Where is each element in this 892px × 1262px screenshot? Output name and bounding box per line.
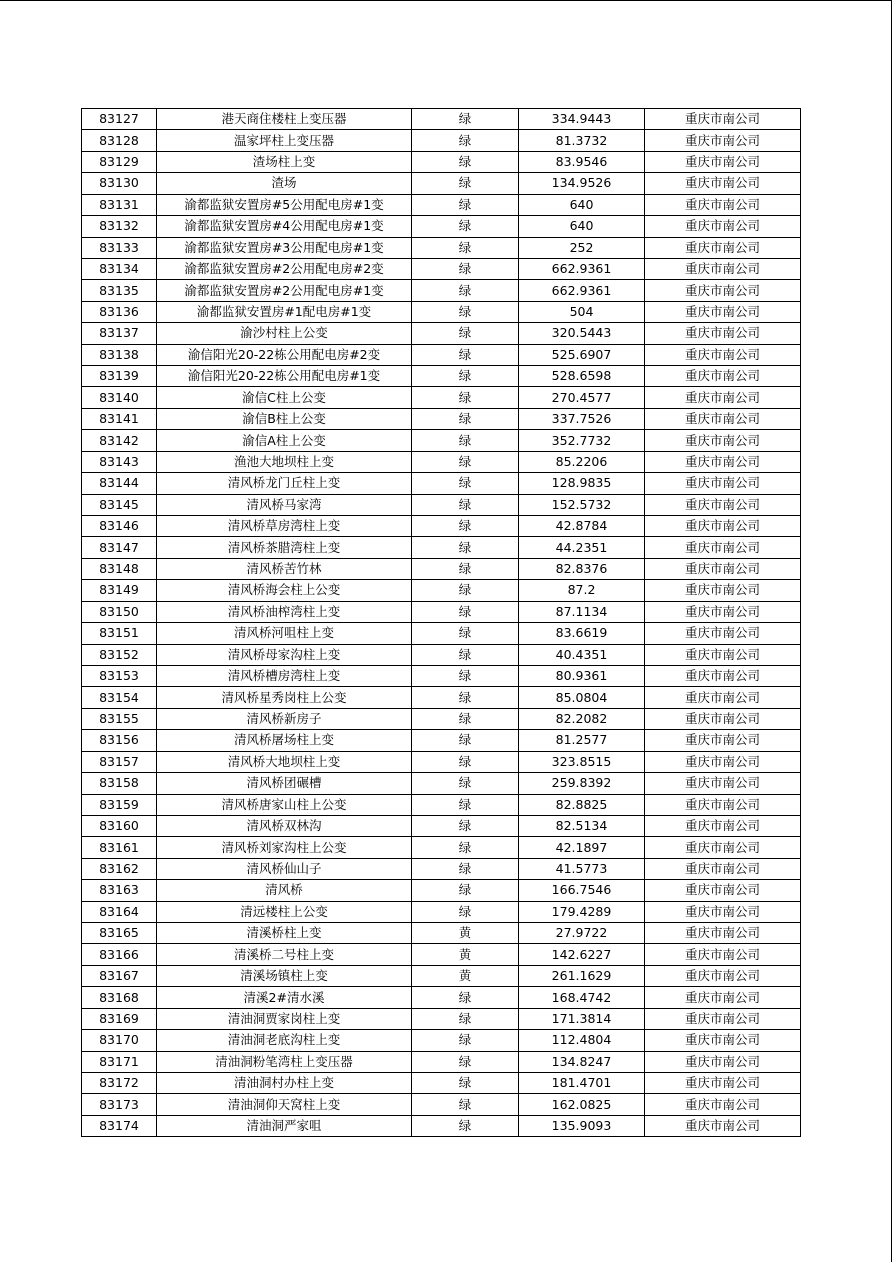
cell-name: 清溪桥二号柱上变	[157, 944, 412, 965]
cell-name: 温家坪柱上变压器	[157, 130, 412, 151]
cell-id: 83149	[82, 580, 157, 601]
cell-name: 清风桥团碾槽	[157, 773, 412, 794]
cell-org: 重庆市南公司	[645, 751, 801, 772]
cell-name: 渝都监狱安置房#4公用配电房#1变	[157, 216, 412, 237]
cell-id: 83154	[82, 687, 157, 708]
table-row	[82, 1030, 801, 1051]
cell-name: 渝沙村柱上公变	[157, 323, 412, 344]
cell-id: 83150	[82, 601, 157, 622]
cell-value: 112.4804	[519, 1030, 645, 1051]
cell-name: 清油洞严家咀	[157, 1115, 412, 1136]
cell-org: 重庆市南公司	[645, 580, 801, 601]
cell-value: 44.2351	[519, 537, 645, 558]
cell-level: 绿	[412, 451, 519, 472]
cell-org: 重庆市南公司	[645, 537, 801, 558]
cell-id: 83166	[82, 944, 157, 965]
cell-id: 83174	[82, 1115, 157, 1136]
cell-level: 绿	[412, 537, 519, 558]
table-row	[82, 173, 801, 194]
cell-id: 83143	[82, 451, 157, 472]
cell-level: 绿	[412, 1051, 519, 1072]
cell-name: 渝都监狱安置房#2公用配电房#1变	[157, 280, 412, 301]
cell-level: 绿	[412, 301, 519, 322]
cell-value: 171.3814	[519, 1008, 645, 1029]
cell-value: 27.9722	[519, 923, 645, 944]
cell-id: 83165	[82, 923, 157, 944]
table-row	[82, 216, 801, 237]
table-row	[82, 558, 801, 579]
cell-value: 261.1629	[519, 965, 645, 986]
cell-level: 黄	[412, 944, 519, 965]
cell-name: 清风桥马家湾	[157, 494, 412, 515]
table-row	[82, 965, 801, 986]
cell-name: 清风桥母家沟柱上变	[157, 644, 412, 665]
cell-name: 渝都监狱安置房#5公用配电房#1变	[157, 194, 412, 215]
cell-name: 港天商住楼柱上变压器	[157, 109, 412, 130]
table-row	[82, 858, 801, 879]
cell-id: 83173	[82, 1094, 157, 1115]
cell-value: 525.6907	[519, 344, 645, 365]
cell-name: 清风桥	[157, 880, 412, 901]
table-row	[82, 708, 801, 729]
cell-id: 83144	[82, 473, 157, 494]
cell-id: 83133	[82, 237, 157, 258]
table-row	[82, 194, 801, 215]
table-row	[82, 387, 801, 408]
cell-id: 83164	[82, 901, 157, 922]
table-row	[82, 901, 801, 922]
cell-id: 83162	[82, 858, 157, 879]
table-row	[82, 944, 801, 965]
cell-value: 85.0804	[519, 687, 645, 708]
cell-id: 83140	[82, 387, 157, 408]
cell-id: 83138	[82, 344, 157, 365]
table-row	[82, 258, 801, 279]
cell-org: 重庆市南公司	[645, 665, 801, 686]
cell-org: 重庆市南公司	[645, 794, 801, 815]
cell-value: 134.8247	[519, 1051, 645, 1072]
cell-org: 重庆市南公司	[645, 880, 801, 901]
cell-org: 重庆市南公司	[645, 387, 801, 408]
cell-id: 83147	[82, 537, 157, 558]
table-row	[82, 473, 801, 494]
table-row	[82, 580, 801, 601]
cell-id: 83153	[82, 665, 157, 686]
cell-level: 绿	[412, 644, 519, 665]
cell-name: 清风桥海会柱上公变	[157, 580, 412, 601]
cell-value: 135.9093	[519, 1115, 645, 1136]
cell-org: 重庆市南公司	[645, 730, 801, 751]
table-row	[82, 1115, 801, 1136]
table-row	[82, 837, 801, 858]
cell-level: 绿	[412, 730, 519, 751]
table-row	[82, 665, 801, 686]
cell-level: 绿	[412, 601, 519, 622]
cell-org: 重庆市南公司	[645, 109, 801, 130]
cell-name: 清风桥屠场柱上变	[157, 730, 412, 751]
cell-org: 重庆市南公司	[645, 408, 801, 429]
cell-level: 绿	[412, 1115, 519, 1136]
table-row	[82, 280, 801, 301]
table-body	[82, 109, 801, 1137]
cell-org: 重庆市南公司	[645, 644, 801, 665]
table-row	[82, 151, 801, 172]
cell-name: 清油洞仰天窝柱上变	[157, 1094, 412, 1115]
cell-id: 83137	[82, 323, 157, 344]
cell-org: 重庆市南公司	[645, 1072, 801, 1093]
cell-name: 渝信阳光20-22栋公用配电房#1变	[157, 366, 412, 387]
cell-name: 清风桥唐家山柱上公变	[157, 794, 412, 815]
cell-id: 83151	[82, 623, 157, 644]
cell-value: 662.9361	[519, 280, 645, 301]
cell-org: 重庆市南公司	[645, 1094, 801, 1115]
cell-id: 83130	[82, 173, 157, 194]
cell-name: 渝信阳光20-22栋公用配电房#2变	[157, 344, 412, 365]
cell-org: 重庆市南公司	[645, 837, 801, 858]
cell-level: 绿	[412, 1008, 519, 1029]
table-row	[82, 751, 801, 772]
cell-id: 83136	[82, 301, 157, 322]
cell-level: 绿	[412, 494, 519, 515]
cell-value: 142.6227	[519, 944, 645, 965]
table-row	[82, 323, 801, 344]
cell-level: 绿	[412, 408, 519, 429]
cell-level: 绿	[412, 216, 519, 237]
cell-level: 绿	[412, 237, 519, 258]
cell-id: 83170	[82, 1030, 157, 1051]
cell-org: 重庆市南公司	[645, 601, 801, 622]
cell-value: 334.9443	[519, 109, 645, 130]
cell-value: 80.9361	[519, 665, 645, 686]
cell-level: 绿	[412, 516, 519, 537]
cell-level: 绿	[412, 130, 519, 151]
cell-value: 320.5443	[519, 323, 645, 344]
cell-value: 81.3732	[519, 130, 645, 151]
cell-id: 83141	[82, 408, 157, 429]
cell-org: 重庆市南公司	[645, 1008, 801, 1029]
cell-name: 清油洞贾家岗柱上变	[157, 1008, 412, 1029]
cell-org: 重庆市南公司	[645, 237, 801, 258]
cell-level: 绿	[412, 109, 519, 130]
table-row	[82, 623, 801, 644]
table-row	[82, 987, 801, 1008]
cell-value: 42.1897	[519, 837, 645, 858]
cell-org: 重庆市南公司	[645, 687, 801, 708]
table-row	[82, 130, 801, 151]
cell-id: 83155	[82, 708, 157, 729]
cell-org: 重庆市南公司	[645, 323, 801, 344]
cell-level: 绿	[412, 665, 519, 686]
cell-level: 绿	[412, 794, 519, 815]
cell-id: 83142	[82, 430, 157, 451]
cell-name: 渝都监狱安置房#1配电房#1变	[157, 301, 412, 322]
cell-org: 重庆市南公司	[645, 258, 801, 279]
table-row	[82, 344, 801, 365]
cell-name: 清风桥茶腊湾柱上变	[157, 537, 412, 558]
cell-value: 82.2082	[519, 708, 645, 729]
cell-name: 清溪2#清水溪	[157, 987, 412, 1008]
cell-org: 重庆市南公司	[645, 430, 801, 451]
cell-value: 323.8515	[519, 751, 645, 772]
cell-name: 清风桥仙山子	[157, 858, 412, 879]
cell-id: 83158	[82, 773, 157, 794]
cell-id: 83169	[82, 1008, 157, 1029]
cell-level: 绿	[412, 1072, 519, 1093]
cell-level: 绿	[412, 1094, 519, 1115]
cell-name: 清风桥龙门丘柱上变	[157, 473, 412, 494]
cell-level: 绿	[412, 366, 519, 387]
cell-value: 352.7732	[519, 430, 645, 451]
table-row	[82, 430, 801, 451]
cell-org: 重庆市南公司	[645, 173, 801, 194]
cell-id: 83152	[82, 644, 157, 665]
cell-org: 重庆市南公司	[645, 623, 801, 644]
cell-org: 重庆市南公司	[645, 130, 801, 151]
cell-value: 166.7546	[519, 880, 645, 901]
cell-level: 绿	[412, 173, 519, 194]
cell-level: 绿	[412, 1030, 519, 1051]
cell-org: 重庆市南公司	[645, 944, 801, 965]
cell-value: 181.4701	[519, 1072, 645, 1093]
cell-org: 重庆市南公司	[645, 216, 801, 237]
cell-level: 黄	[412, 965, 519, 986]
cell-id: 83167	[82, 965, 157, 986]
cell-value: 640	[519, 216, 645, 237]
cell-org: 重庆市南公司	[645, 516, 801, 537]
cell-org: 重庆市南公司	[645, 708, 801, 729]
table-row	[82, 601, 801, 622]
cell-name: 清溪桥柱上变	[157, 923, 412, 944]
cell-org: 重庆市南公司	[645, 1030, 801, 1051]
cell-value: 87.1134	[519, 601, 645, 622]
cell-value: 662.9361	[519, 258, 645, 279]
cell-id: 83172	[82, 1072, 157, 1093]
cell-org: 重庆市南公司	[645, 473, 801, 494]
cell-org: 重庆市南公司	[645, 773, 801, 794]
cell-org: 重庆市南公司	[645, 965, 801, 986]
cell-id: 83127	[82, 109, 157, 130]
cell-level: 绿	[412, 323, 519, 344]
table-row	[82, 1051, 801, 1072]
cell-org: 重庆市南公司	[645, 901, 801, 922]
cell-id: 83135	[82, 280, 157, 301]
cell-name: 渝都监狱安置房#2公用配电房#2变	[157, 258, 412, 279]
table-row	[82, 494, 801, 515]
cell-id: 83148	[82, 558, 157, 579]
cell-org: 重庆市南公司	[645, 923, 801, 944]
cell-name: 清油洞村办柱上变	[157, 1072, 412, 1093]
cell-level: 绿	[412, 430, 519, 451]
cell-name: 清风桥草房湾柱上变	[157, 516, 412, 537]
table-row	[82, 644, 801, 665]
table-row	[82, 237, 801, 258]
cell-id: 83131	[82, 194, 157, 215]
cell-level: 绿	[412, 773, 519, 794]
cell-level: 黄	[412, 923, 519, 944]
cell-name: 渝信C柱上公变	[157, 387, 412, 408]
cell-name: 渣场	[157, 173, 412, 194]
table-row	[82, 880, 801, 901]
cell-org: 重庆市南公司	[645, 987, 801, 1008]
cell-org: 重庆市南公司	[645, 1051, 801, 1072]
table-row	[82, 516, 801, 537]
cell-org: 重庆市南公司	[645, 344, 801, 365]
cell-level: 绿	[412, 280, 519, 301]
cell-value: 168.4742	[519, 987, 645, 1008]
cell-name: 清风桥星秀岗柱上公变	[157, 687, 412, 708]
cell-value: 259.8392	[519, 773, 645, 794]
cell-level: 绿	[412, 708, 519, 729]
cell-value: 152.5732	[519, 494, 645, 515]
cell-level: 绿	[412, 387, 519, 408]
cell-name: 清风桥双林沟	[157, 815, 412, 836]
cell-id: 83168	[82, 987, 157, 1008]
cell-level: 绿	[412, 151, 519, 172]
cell-level: 绿	[412, 837, 519, 858]
cell-name: 清溪场镇柱上变	[157, 965, 412, 986]
cell-id: 83129	[82, 151, 157, 172]
cell-value: 504	[519, 301, 645, 322]
cell-value: 41.5773	[519, 858, 645, 879]
table-row	[82, 773, 801, 794]
cell-id: 83156	[82, 730, 157, 751]
table-row	[82, 1072, 801, 1093]
cell-value: 83.9546	[519, 151, 645, 172]
cell-id: 83160	[82, 815, 157, 836]
cell-id: 83157	[82, 751, 157, 772]
cell-level: 绿	[412, 623, 519, 644]
cell-level: 绿	[412, 558, 519, 579]
table-row	[82, 794, 801, 815]
cell-value: 87.2	[519, 580, 645, 601]
cell-level: 绿	[412, 580, 519, 601]
cell-name: 清风桥槽房湾柱上变	[157, 665, 412, 686]
table-row	[82, 730, 801, 751]
cell-org: 重庆市南公司	[645, 558, 801, 579]
table-row	[82, 687, 801, 708]
cell-level: 绿	[412, 258, 519, 279]
cell-org: 重庆市南公司	[645, 151, 801, 172]
cell-name: 清风桥大地坝柱上变	[157, 751, 412, 772]
cell-value: 42.8784	[519, 516, 645, 537]
cell-value: 82.8825	[519, 794, 645, 815]
cell-name: 清风桥油榨湾柱上变	[157, 601, 412, 622]
table-row	[82, 408, 801, 429]
table-row	[82, 923, 801, 944]
cell-value: 337.7526	[519, 408, 645, 429]
cell-name: 清风桥苦竹林	[157, 558, 412, 579]
cell-value: 128.9835	[519, 473, 645, 494]
cell-id: 83139	[82, 366, 157, 387]
cell-id: 83132	[82, 216, 157, 237]
cell-org: 重庆市南公司	[645, 494, 801, 515]
cell-org: 重庆市南公司	[645, 194, 801, 215]
cell-value: 528.6598	[519, 366, 645, 387]
cell-org: 重庆市南公司	[645, 280, 801, 301]
cell-value: 640	[519, 194, 645, 215]
cell-name: 渝信B柱上公变	[157, 408, 412, 429]
cell-name: 渣场柱上变	[157, 151, 412, 172]
table-row	[82, 366, 801, 387]
table-row	[82, 815, 801, 836]
cell-name: 清油洞老底沟柱上变	[157, 1030, 412, 1051]
cell-level: 绿	[412, 987, 519, 1008]
table-row	[82, 1008, 801, 1029]
cell-level: 绿	[412, 687, 519, 708]
table-row	[82, 301, 801, 322]
cell-level: 绿	[412, 901, 519, 922]
page-top-border	[0, 0, 892, 1]
cell-id: 83163	[82, 880, 157, 901]
cell-name: 渝都监狱安置房#3公用配电房#1变	[157, 237, 412, 258]
cell-level: 绿	[412, 815, 519, 836]
table-row	[82, 1094, 801, 1115]
cell-id: 83161	[82, 837, 157, 858]
cell-level: 绿	[412, 194, 519, 215]
cell-org: 重庆市南公司	[645, 451, 801, 472]
cell-name: 清远楼柱上公变	[157, 901, 412, 922]
cell-level: 绿	[412, 880, 519, 901]
cell-level: 绿	[412, 858, 519, 879]
cell-name: 清油洞粉笔湾柱上变压器	[157, 1051, 412, 1072]
cell-name: 渔池大地坝柱上变	[157, 451, 412, 472]
cell-id: 83128	[82, 130, 157, 151]
cell-id: 83159	[82, 794, 157, 815]
cell-org: 重庆市南公司	[645, 858, 801, 879]
cell-level: 绿	[412, 751, 519, 772]
cell-value: 179.4289	[519, 901, 645, 922]
cell-org: 重庆市南公司	[645, 1115, 801, 1136]
cell-org: 重庆市南公司	[645, 301, 801, 322]
cell-value: 81.2577	[519, 730, 645, 751]
cell-value: 270.4577	[519, 387, 645, 408]
cell-org: 重庆市南公司	[645, 815, 801, 836]
table-row	[82, 451, 801, 472]
table-row	[82, 109, 801, 130]
cell-value: 82.8376	[519, 558, 645, 579]
cell-org: 重庆市南公司	[645, 366, 801, 387]
table-row	[82, 537, 801, 558]
cell-level: 绿	[412, 473, 519, 494]
cell-value: 85.2206	[519, 451, 645, 472]
cell-name: 清风桥河咀柱上变	[157, 623, 412, 644]
cell-value: 40.4351	[519, 644, 645, 665]
transformer-table	[81, 108, 801, 1137]
cell-name: 渝信A柱上公变	[157, 430, 412, 451]
cell-id: 83145	[82, 494, 157, 515]
cell-id: 83134	[82, 258, 157, 279]
cell-id: 83146	[82, 516, 157, 537]
cell-id: 83171	[82, 1051, 157, 1072]
cell-value: 82.5134	[519, 815, 645, 836]
cell-name: 清风桥刘家沟柱上公变	[157, 837, 412, 858]
cell-name: 清风桥新房子	[157, 708, 412, 729]
cell-value: 252	[519, 237, 645, 258]
cell-value: 83.6619	[519, 623, 645, 644]
cell-level: 绿	[412, 344, 519, 365]
cell-value: 162.0825	[519, 1094, 645, 1115]
cell-value: 134.9526	[519, 173, 645, 194]
